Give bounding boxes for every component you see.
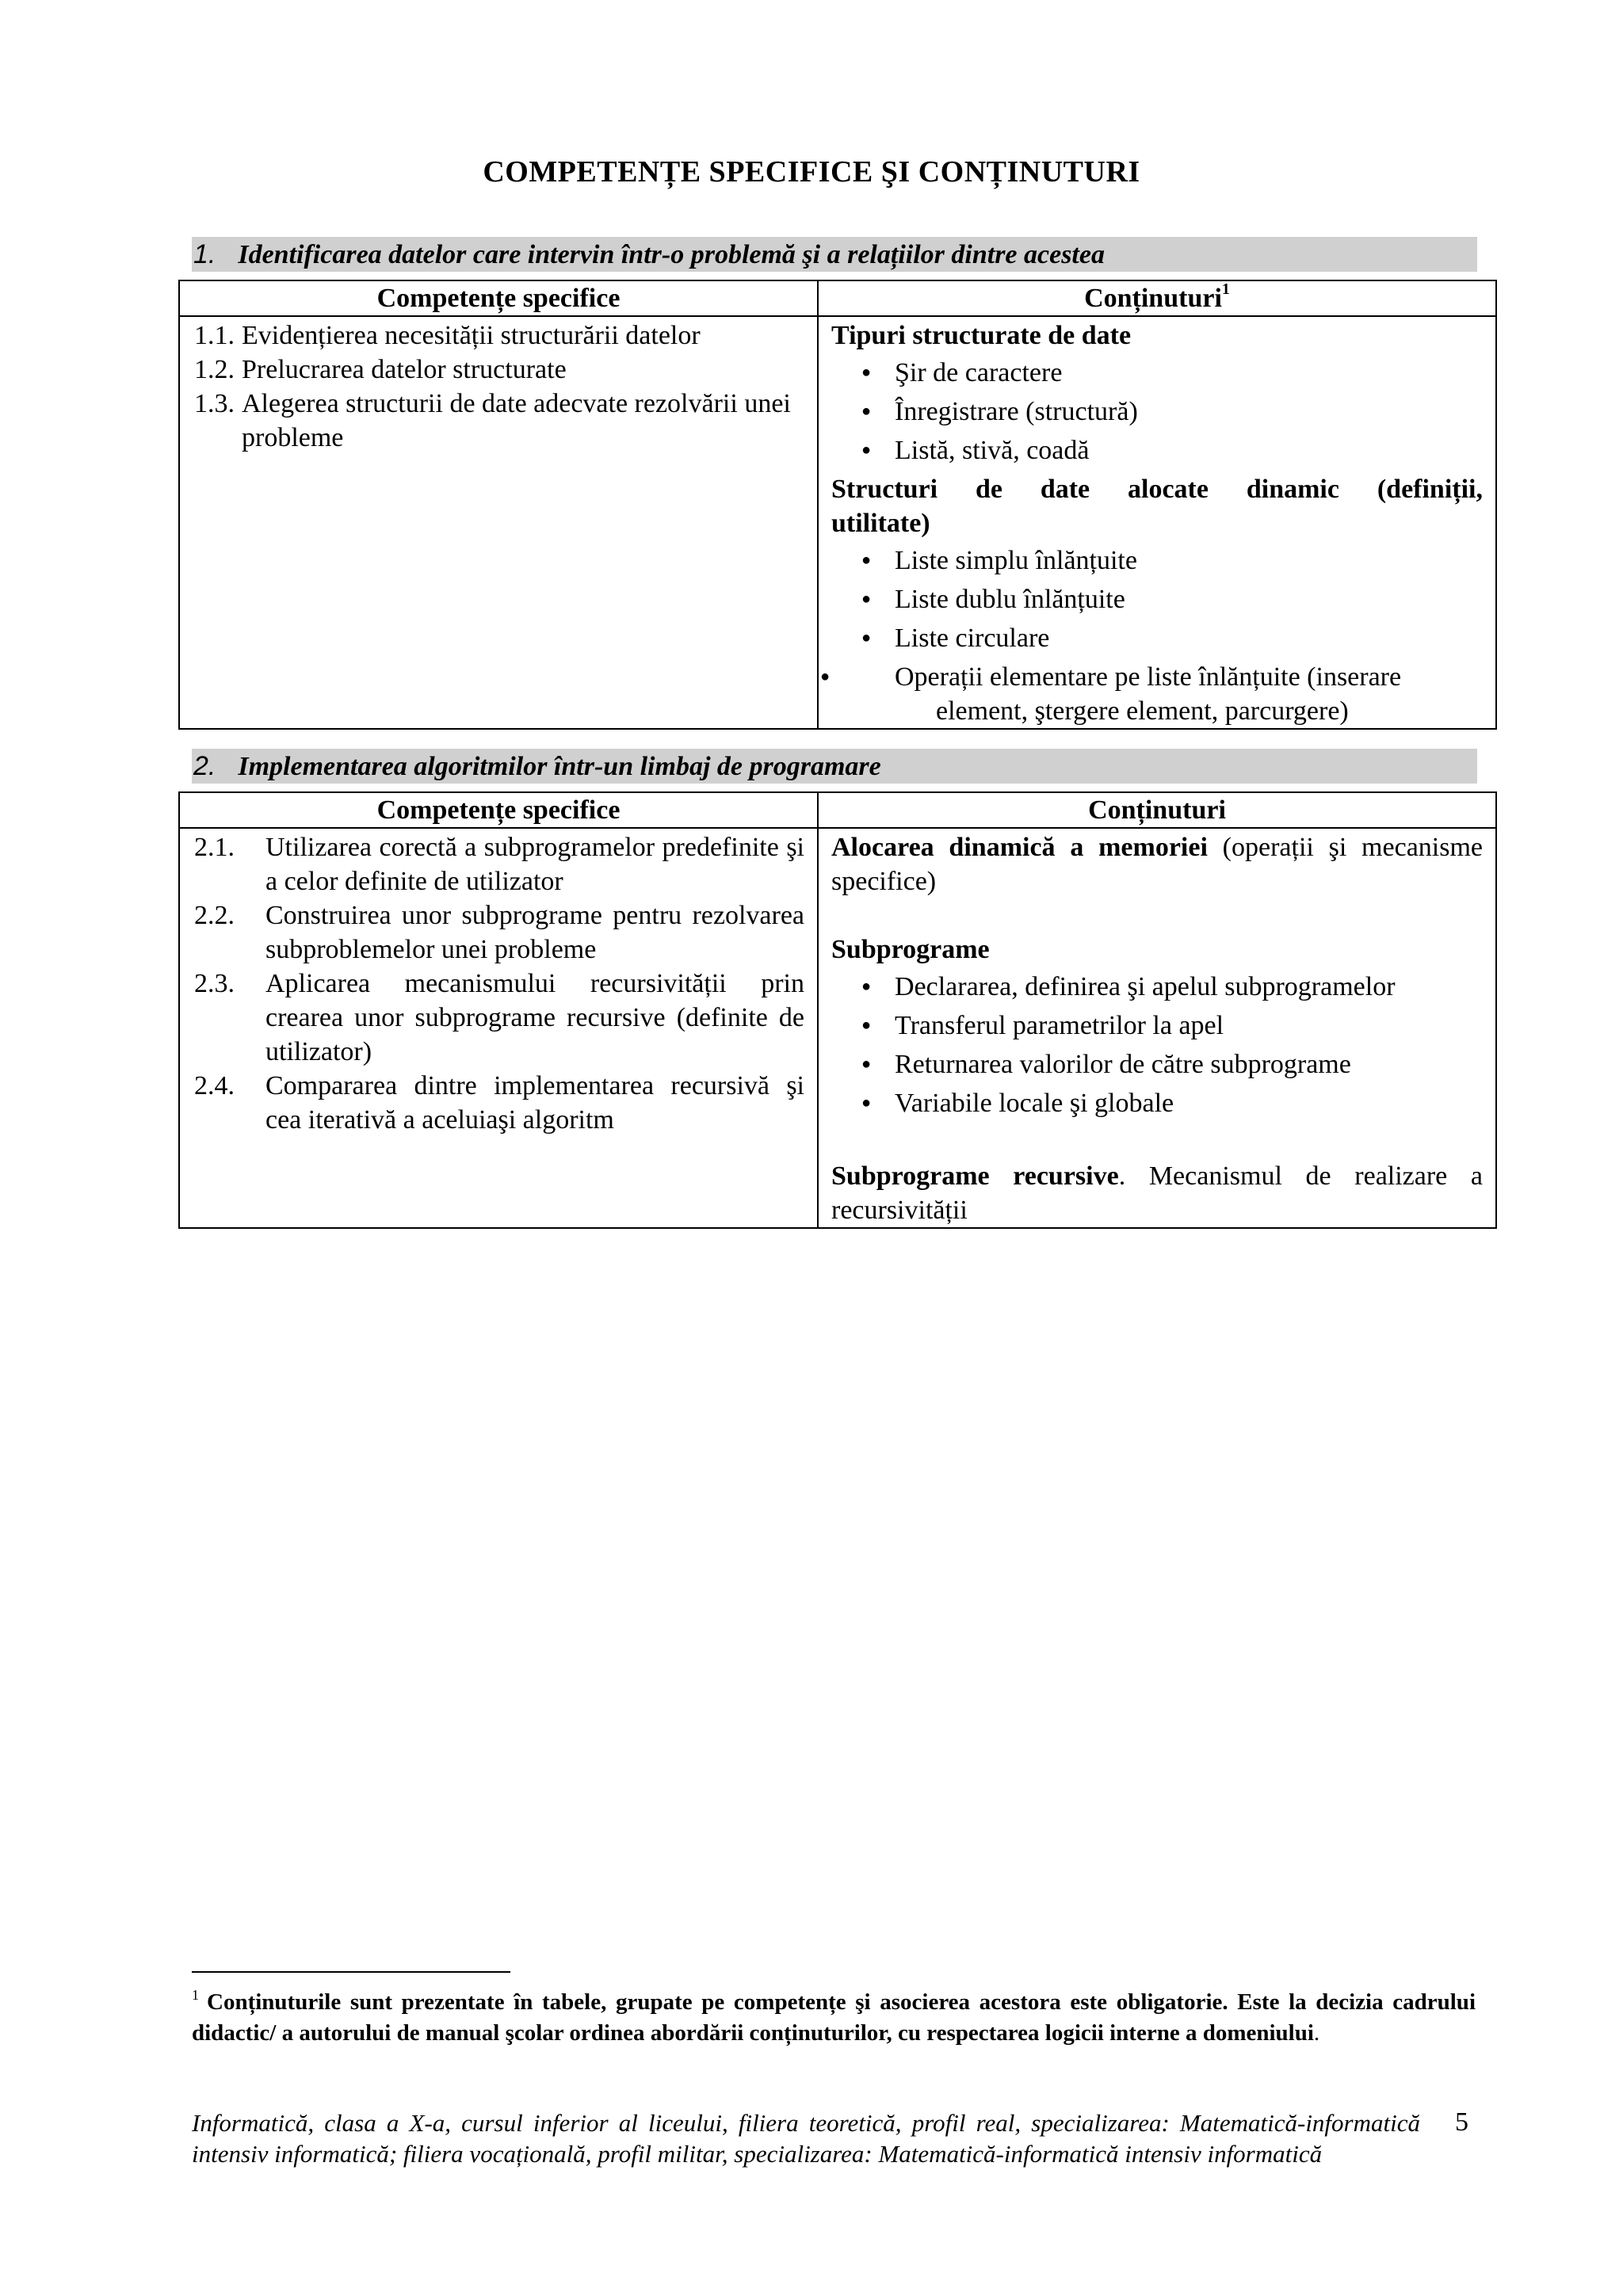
competence-item: 2.2. Construirea unor subprograme pentru rezolvarea subproblemelor unei probleme [194, 901, 804, 964]
table-header-row [179, 792, 1496, 828]
col-header-competences: Competențe specifice [179, 792, 818, 828]
competence-item: 1.2. Prelucrarea datelor structurate [194, 355, 567, 384]
list-item: ● Transferul parametrilor la apel [831, 1009, 1483, 1043]
list-item: ● Variabile locale şi globale [831, 1086, 1483, 1120]
section-2-number: 2. [193, 751, 216, 781]
footnote-mark: 1 [192, 1987, 199, 2003]
competence-item: 1.1. Evidențierea necesității structurării datelor [194, 321, 701, 350]
competences-cell [179, 828, 818, 1228]
competence-item: 2.3. Aplicarea mecanismului recursivității prin crearea unor subprograme recursive (definite de utilizator) [194, 969, 804, 1066]
table-header-row [179, 280, 1496, 316]
competence-item: 1.3. Alegerea structurii de date adecvate rezolvării unei probleme [194, 389, 791, 452]
contents-cell [818, 828, 1496, 1228]
page-number: 5 [1455, 2107, 1468, 2137]
contents-heading: Tipuri structurate de date [831, 321, 1132, 350]
contents-heading-cont: utilitate) [831, 509, 930, 538]
contents-paragraph-allocation: Alocarea dinamică a memoriei (operații şi mecanisme specifice) [831, 833, 1483, 896]
section-1-table [178, 280, 1497, 730]
contents-heading: Subprograme [831, 935, 990, 964]
list-item: ● Liste dublu înlănțuite [831, 582, 1483, 616]
footnote-separator [192, 1971, 510, 1973]
contents-heading: Structuri de date alocate dinamic (definiții, [831, 475, 1483, 504]
page-title: COMPETENȚE SPECIFICE ŞI CONȚINUTURI [483, 155, 1140, 189]
col-header-contents: Conținuturi$^1$ [818, 280, 1496, 316]
page-footer: Informatică, clasa a X-a, cursul inferior al liceului, filiera teoretică, profil real, specializarea: Matematică-informatică intensiv informatică; filiera vocațională, profil militar, specializarea: Matematică-informatică intensiv informatică [192, 2109, 1420, 2168]
contents-cell [818, 316, 1496, 729]
section-1-title: Identificarea datelor care intervin într-o problemă şi a relațiilor dintre acestea [238, 240, 1105, 269]
footnote-mark: 1 [1221, 280, 1230, 298]
list-item: ● Liste circulare [831, 621, 1483, 655]
table-row [179, 316, 1496, 729]
competence-item: 2.1. Utilizarea corectă a subprogramelor predefinite şi a celor definite de utilizator [194, 833, 804, 896]
section-2-header [192, 749, 1477, 784]
contents-paragraph-recursive: Subprograme recursive. Mecanismul de realizare a recursivității [831, 1161, 1483, 1225]
col-header-contents: Conținuturi [818, 792, 1496, 828]
list-item: ● Returnarea valorilor de către subprograme [831, 1047, 1483, 1081]
col-header-competences: Competențe specifice [179, 280, 818, 316]
competences-cell [179, 316, 818, 729]
footnote-text: Conținuturile sunt prezentate în tabele, grupate pe competențe şi asocierea acestora este obligatorie. Este la decizia cadrului didactic/ a autorului de manual şcolar ordinea abordării conținuturilor, cu respectarea logicii interne a domeniului [192, 1989, 1476, 2046]
list-item: ● Operații elementare pe liste înlănțuite (inserare element, ştergere element, parcurgere) [831, 660, 1483, 728]
competence-item: 2.4. Compararea dintre implementarea recursivă şi cea iterativă a aceluiaşi algoritm [194, 1071, 804, 1135]
list-item: ● Listă, stivă, coadă [831, 433, 1483, 467]
section-1-header [192, 237, 1477, 272]
list-item: ● Liste simplu înlănțuite [831, 543, 1483, 578]
list-item: ● Declararea, definirea şi apelul subprogramelor [831, 970, 1483, 1004]
section-2-title: Implementarea algoritmilor într-un limbaj de programare [238, 752, 881, 781]
list-item: ● Înregistrare (structură) [831, 395, 1483, 429]
section-1-number: 1. [193, 239, 216, 269]
footnote: $^1$ Conținuturile sunt prezentate în tabele, grupate pe competențe şi asocierea acestora este obligatorie. Este la decizia cadrului didactic/ a autorului de manual şcolar ordinea abordării conținuturilor, cu respectarea logicii interne a domeniului. [192, 1987, 1476, 2046]
list-item: ● Şir de caractere [831, 356, 1483, 390]
table-row [179, 828, 1496, 1228]
section-2-table [178, 791, 1497, 1229]
